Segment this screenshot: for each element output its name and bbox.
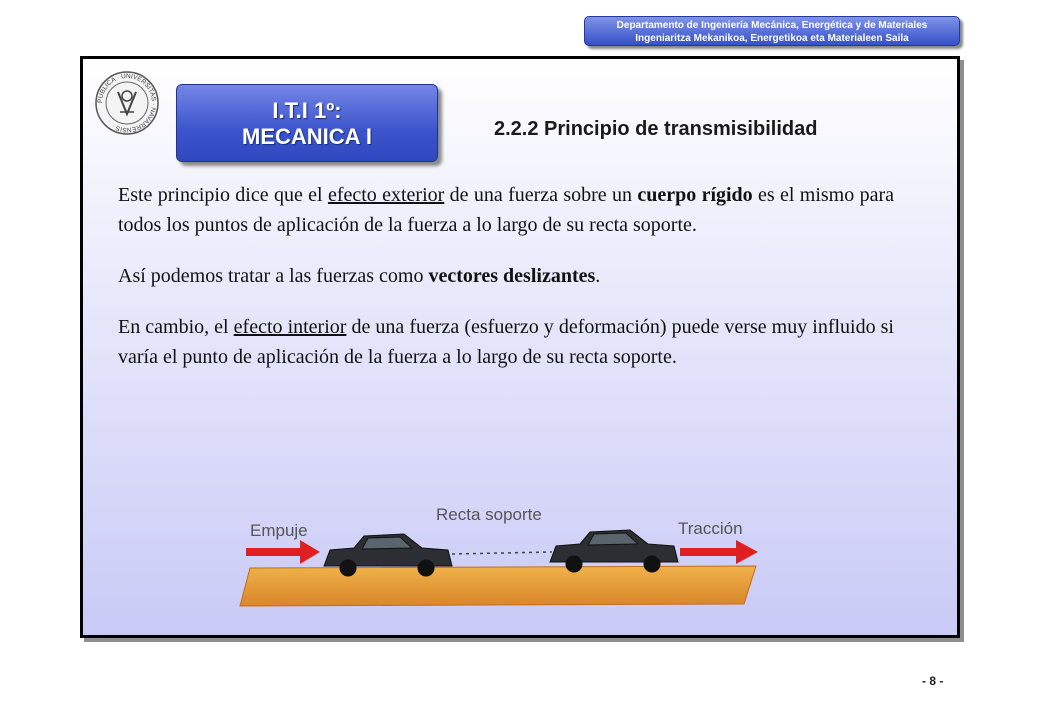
course-line-1: I.T.I 1º: (272, 98, 342, 123)
pull-arrow (680, 540, 758, 564)
term-sliding-vectors: vectores deslizantes (428, 265, 596, 287)
car-right (550, 530, 678, 572)
push-arrow (246, 540, 320, 564)
action-line (452, 552, 552, 554)
ground (240, 566, 756, 606)
paragraph-3: En cambio, el efecto interior de una fuerza (esfuerzo y deformación) puede verse muy influido si varía el punto de aplicación de la fuerza a lo largo de su recta soporte. (118, 316, 894, 368)
term-external-effect: efecto exterior (327, 184, 445, 206)
department-line-2: Ingeniaritza Mekanikoa, Energetikoa eta Materialeen Saila (635, 33, 909, 44)
svg-text:PUBLICA · UNIVERSITAS · NAVARR: PUBLICA · UNIVERSITAS · NAVARRENSIS · (96, 72, 158, 134)
paragraph-1: Este principio dice que el efecto exterior de una fuerza sobre un cuerpo rígido es el mismo para todos los puntos de aplicación de la fuerza a lo largo de su recta soporte. (118, 184, 894, 236)
page-number: - 8 - (922, 674, 944, 688)
department-line-1: Departamento de Ingeniería Mecánica, Energética y de Materiales (616, 20, 928, 31)
transmissibility-illustration (236, 496, 770, 620)
term-internal-effect: efecto interior (233, 316, 347, 338)
label-action-line: Recta soporte (436, 505, 542, 524)
department-header (584, 16, 960, 46)
label-push: Empuje (250, 521, 308, 540)
paragraph-2: Así podemos tratar a las fuerzas como vectores deslizantes. (118, 265, 601, 287)
body-text (118, 180, 894, 393)
term-rigid-body: cuerpo rígido (637, 184, 753, 206)
course-line-2: MECANICA I (242, 124, 372, 149)
section-title: 2.2.2 Principio de transmisibilidad (494, 118, 818, 140)
label-pull: Tracción (678, 519, 743, 538)
course-title-box (176, 84, 438, 162)
university-seal-logo (94, 70, 160, 136)
